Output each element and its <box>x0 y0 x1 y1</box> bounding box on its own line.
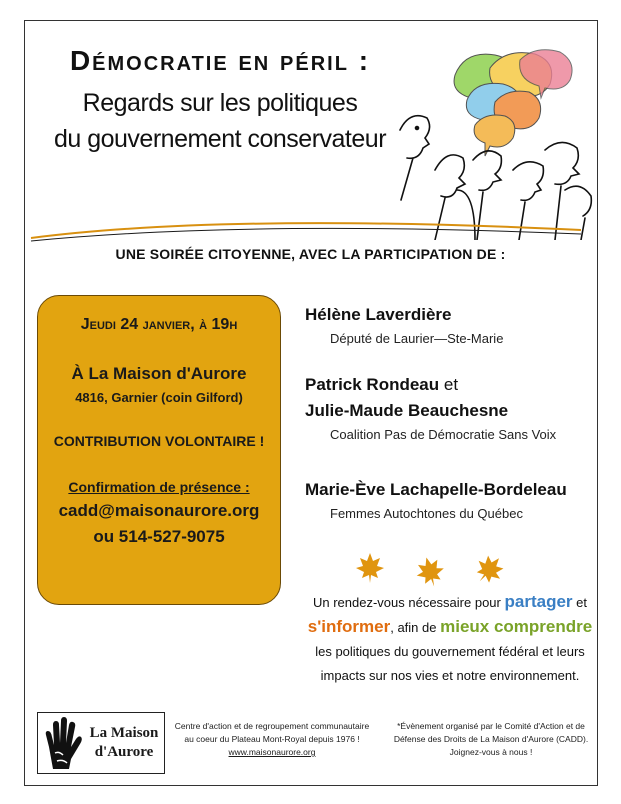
maple-leaf-icon <box>356 553 384 583</box>
logo-line-1: La Maison <box>89 725 159 741</box>
maison-aurore-logo <box>37 712 165 774</box>
highlight-word: s'informer <box>307 617 391 636</box>
title-line-2: Regards sur les politiques <box>82 89 358 117</box>
event-venue: À La Maison d'Aurore <box>71 364 247 383</box>
speaker-3 <box>305 480 567 521</box>
confirmation-label: Confirmation de présence : <box>68 479 250 495</box>
speaker-role: Député de Laurier—Ste-Marie <box>330 331 504 346</box>
speaker-name-conj: et <box>443 375 459 394</box>
speaker-role: Femmes Autochtones du Québec <box>330 506 523 521</box>
contribution-note: CONTRIBUTION VOLONTAIRE ! <box>53 433 265 449</box>
speaker-1 <box>305 305 503 346</box>
speaker-2 <box>305 375 556 442</box>
blurb-text: et <box>576 595 587 610</box>
footer-organizer-note <box>393 720 589 759</box>
highlight-word: mieux comprendre <box>440 617 593 636</box>
highlight-word: partager <box>504 592 573 611</box>
footer-text: Centre d'action et de regroupement communautaire <box>174 721 370 731</box>
title-line-3: du gouvernement conservateur <box>53 125 387 153</box>
speaker-name: Marie-Ève Lachapelle-Bordeleau <box>305 480 567 499</box>
footer-text: Joignez-vous à nous ! <box>449 747 533 757</box>
maple-leaf-icon <box>469 549 510 587</box>
footer-text: Défense des Droits de La Maison d'Aurore (CADD). <box>393 734 589 744</box>
speaker-name: Hélène Laverdière <box>305 305 452 324</box>
event-description <box>305 590 595 688</box>
event-date: Jeudi 24 janvier, à 19h <box>80 316 238 333</box>
event-info-box <box>37 295 281 605</box>
maple-leaves-row <box>350 547 550 587</box>
maple-leaf-icon <box>413 554 448 587</box>
poster-title <box>50 45 390 157</box>
speaker-name-b: Julie-Maude Beauchesne <box>305 401 509 420</box>
hand-print-logo <box>43 717 83 771</box>
event-subtitle: UNE SOIRÉE CITOYENNE, AVEC LA PARTICIPATION DE : <box>115 246 506 262</box>
footer-text: *Évènement organisé par le Comité d'Action et de <box>397 721 585 731</box>
decorative-swoosh-line <box>26 208 586 248</box>
contact-email[interactable]: cadd@maisonaurore.org <box>58 501 260 520</box>
blurb-text: Un rendez-vous nécessaire pour <box>312 595 501 610</box>
website-link[interactable]: www.maisonaurore.org <box>228 747 316 757</box>
blurb-text: , afin de <box>390 620 437 635</box>
footer-organization-info <box>172 720 372 759</box>
event-address: 4816, Garnier (coin Gilford) <box>75 390 243 405</box>
speaker-role: Coalition Pas de Démocratie Sans Voix <box>330 427 557 442</box>
blurb-text: les politiques du gouvernement fédéral et leurs impacts sur nos vies et notre environnement. <box>315 644 585 683</box>
logo-line-2: d'Aurore <box>94 744 154 760</box>
speaker-name-a: Patrick Rondeau <box>305 375 440 394</box>
logo-text <box>86 724 162 762</box>
speaker-name <box>305 375 556 395</box>
contact-phone: ou 514-527-9075 <box>93 527 225 546</box>
title-line-1: Démocratie en péril : <box>69 45 371 76</box>
footer-text: au coeur du Plateau Mont-Royal depuis 1976 ! <box>184 734 360 744</box>
